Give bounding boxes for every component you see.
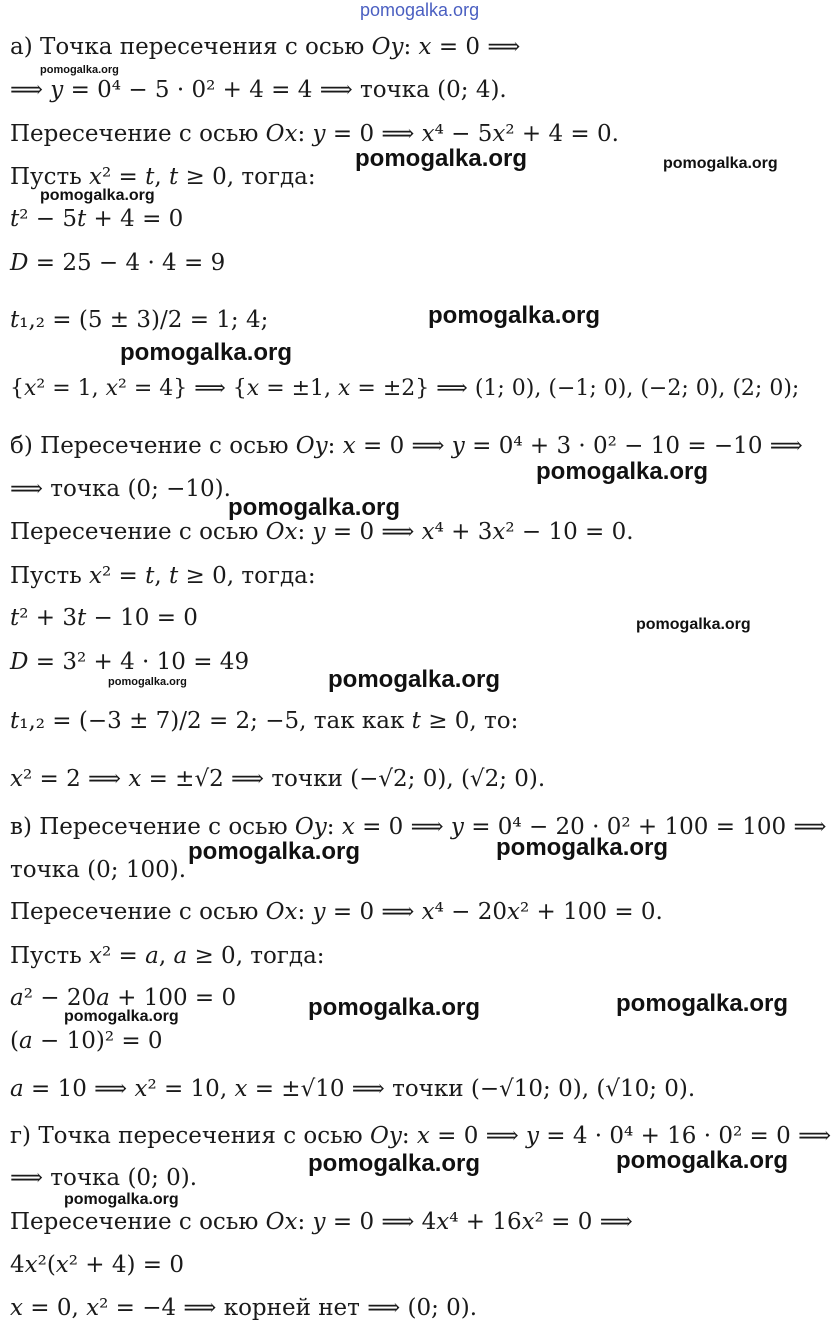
solution-line: ⟹ точка (0; 0). <box>10 1165 198 1191</box>
watermark: pomogalka.org <box>355 145 528 172</box>
watermark: pomogalka.org <box>308 994 481 1021</box>
solution-line: Пересечение с осью 𝑂𝑥: 𝑦 = 0 ⟹ 𝑥⁴ − 20𝑥² + 100 = 0. <box>10 899 663 925</box>
watermark: pomogalka.org <box>536 458 709 485</box>
solution-line: 4𝑥²(𝑥² + 4) = 0 <box>10 1252 185 1278</box>
solution-line: точка (0; 100). <box>10 857 187 883</box>
solution-line: ⟹ 𝑦 = 0⁴ − 5 · 0² + 4 = 4 ⟹ точка (0; 4). <box>10 77 507 103</box>
watermark: pomogalka.org <box>663 155 778 172</box>
watermark: pomogalka.org <box>496 834 669 861</box>
solution-line: в) Пересечение с осью 𝑂𝑦: 𝑥 = 0 ⟹ 𝑦 = 0⁴ − 20 · 0² + 100 = 100 ⟹ <box>10 814 827 840</box>
watermark: pomogalka.org <box>40 64 119 76</box>
watermark: pomogalka.org <box>636 616 751 633</box>
watermark: pomogalka.org <box>120 339 293 366</box>
watermark: pomogalka.org <box>428 302 601 329</box>
solution-line: (𝑎 − 10)² = 0 <box>10 1028 163 1054</box>
solution-line: 𝑡₁,₂ = (5 ± 3)/2 = 1; 4; <box>10 307 269 333</box>
watermark: pomogalka.org <box>40 187 155 204</box>
watermark: pomogalka.org <box>188 838 361 865</box>
watermark: pomogalka.org <box>64 1008 179 1025</box>
solution-line: Пусть 𝑥² = 𝑡, 𝑡 ≥ 0, тогда: <box>10 563 316 589</box>
solution-line: г) Точка пересечения с осью 𝑂𝑦: 𝑥 = 0 ⟹ 𝑦 = 4 · 0⁴ + 16 · 0² = 0 ⟹ <box>10 1123 832 1149</box>
solution-line: Пусть 𝑥² = 𝑡, 𝑡 ≥ 0, тогда: <box>10 164 316 190</box>
watermark: pomogalka.org <box>308 1150 481 1177</box>
solution-line: б) Пересечение с осью 𝑂𝑦: 𝑥 = 0 ⟹ 𝑦 = 0⁴ + 3 · 0² − 10 = −10 ⟹ <box>10 433 803 459</box>
solution-line: 𝑥 = 0, 𝑥² = −4 ⟹ корней нет ⟹ (0; 0). <box>10 1295 478 1321</box>
solution-line: 𝐷 = 3² + 4 · 10 = 49 <box>10 649 250 675</box>
solution-line: Пусть 𝑥² = 𝑎, 𝑎 ≥ 0, тогда: <box>10 943 325 969</box>
watermark: pomogalka.org <box>328 666 501 693</box>
solution-line: 𝐷 = 25 − 4 · 4 = 9 <box>10 250 226 276</box>
solution-line: 𝑡² + 3𝑡 − 10 = 0 <box>10 605 198 631</box>
solution-line: 𝑥² = 2 ⟹ 𝑥 = ±√2 ⟹ точки (−√2; 0), (√2; 0). <box>10 766 546 792</box>
solution-line: 𝑡² − 5𝑡 + 4 = 0 <box>10 206 184 232</box>
watermark: pomogalka.org <box>228 494 401 521</box>
solution-line: 𝑎 = 10 ⟹ 𝑥² = 10, 𝑥 = ±√10 ⟹ точки (−√10; 0), (√10; 0). <box>10 1076 696 1102</box>
solution-line: {𝑥² = 1, 𝑥² = 4} ⟹ {𝑥 = ±1, 𝑥 = ±2} ⟹ (1; 0), (−1; 0), (−2; 0), (2; 0); <box>10 376 800 401</box>
solution-line: Пересечение с осью 𝑂𝑥: 𝑦 = 0 ⟹ 4𝑥⁴ + 16𝑥² = 0 ⟹ <box>10 1209 633 1235</box>
top-watermark: pomogalka.org <box>360 0 480 20</box>
watermark: pomogalka.org <box>616 990 789 1017</box>
watermark: pomogalka.org <box>108 676 187 688</box>
solution-line: а) Точка пересечения с осью 𝑂𝑦: 𝑥 = 0 ⟹ <box>10 34 521 60</box>
watermark: pomogalka.org <box>616 1147 789 1174</box>
solution-line: ⟹ точка (0; −10). <box>10 476 231 502</box>
solution-line: Пересечение с осью 𝑂𝑥: 𝑦 = 0 ⟹ 𝑥⁴ − 5𝑥² + 4 = 0. <box>10 121 619 147</box>
solution-line: 𝑎² − 20𝑎 + 100 = 0 <box>10 985 237 1011</box>
watermark: pomogalka.org <box>64 1191 179 1208</box>
solution-line: Пересечение с осью 𝑂𝑥: 𝑦 = 0 ⟹ 𝑥⁴ + 3𝑥² − 10 = 0. <box>10 519 634 545</box>
solution-line: 𝑡₁,₂ = (−3 ± 7)/2 = 2; −5, так как 𝑡 ≥ 0, то: <box>10 708 519 734</box>
